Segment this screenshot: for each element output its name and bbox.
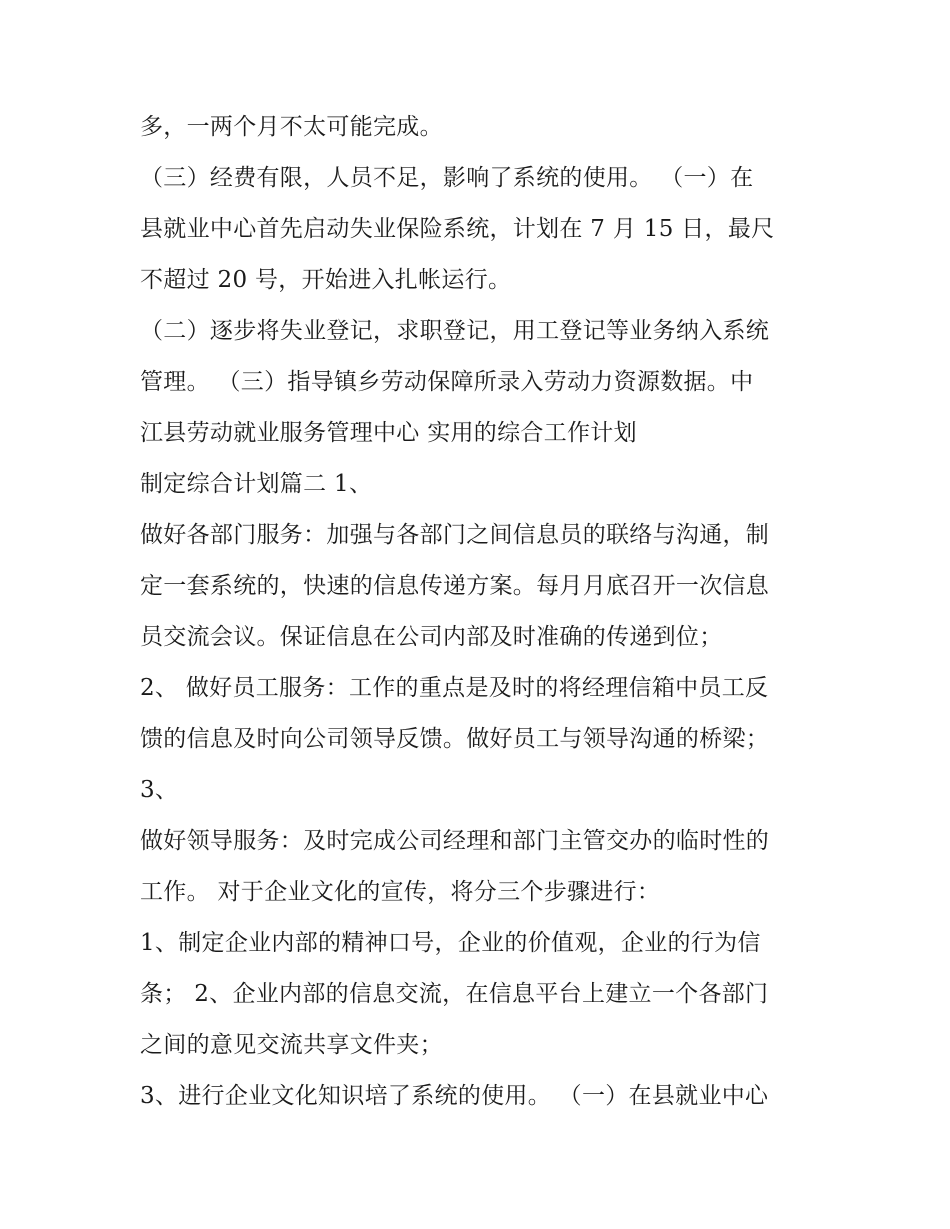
text-line: 县就业中心首先启动失业保险系统，计划在 7 月 15 日，最尺 <box>140 216 775 242</box>
document-body <box>140 105 830 1125</box>
text-line: 1、制定企业内部的精神口号，企业的价值观，企业的行为信 <box>140 930 761 956</box>
text-line: （三）经费有限，人员不足，影响了系统的使用。 （一）在 <box>140 165 754 191</box>
text-line: （二）逐步将失业登记，求职登记，用工登记等业务纳入系统 <box>140 318 770 344</box>
text-line: 做好各部门服务：加强与各部门之间信息员的联络与沟通，制 <box>140 522 770 548</box>
text-line: 3、 <box>140 777 179 803</box>
text-line: 2、 做好员工服务：工作的重点是及时的将经理信箱中员工反 <box>140 675 769 701</box>
text-line: 定一套系统的，快速的信息传递方案。每月月底召开一次信息 <box>140 573 770 599</box>
text-line: 3、进行企业文化知识培了系统的使用。 （一）在县就业中心 <box>140 1083 769 1109</box>
text-line: 馈的信息及时向公司领导反馈。做好员工与领导沟通的桥梁； <box>140 726 770 752</box>
text-line: 江县劳动就业服务管理中心 实用的综合工作计划 <box>140 420 637 446</box>
text-line: 工作。 对于企业文化的宣传，将分三个步骤进行： <box>140 879 661 905</box>
text-line: 条； 2、企业内部的信息交流，在信息平台上建立一个各部门 <box>140 981 769 1007</box>
text-line: 之间的意见交流共享文件夹； <box>140 1032 443 1058</box>
text-line: 管理。 （三）指导镇乡劳动保障所录入劳动力资源数据。中 <box>140 369 754 395</box>
text-line: 不超过 20 号，开始进入扎帐运行。 <box>140 267 512 293</box>
text-line: 员交流会议。保证信息在公司内部及时准确的传递到位； <box>140 624 723 650</box>
text-line: 制定综合计划篇二 1、 <box>140 471 373 497</box>
text-line: 多，一两个月不太可能完成。 <box>140 114 443 140</box>
text-line: 做好领导服务：及时完成公司经理和部门主管交办的临时性的 <box>140 828 770 854</box>
